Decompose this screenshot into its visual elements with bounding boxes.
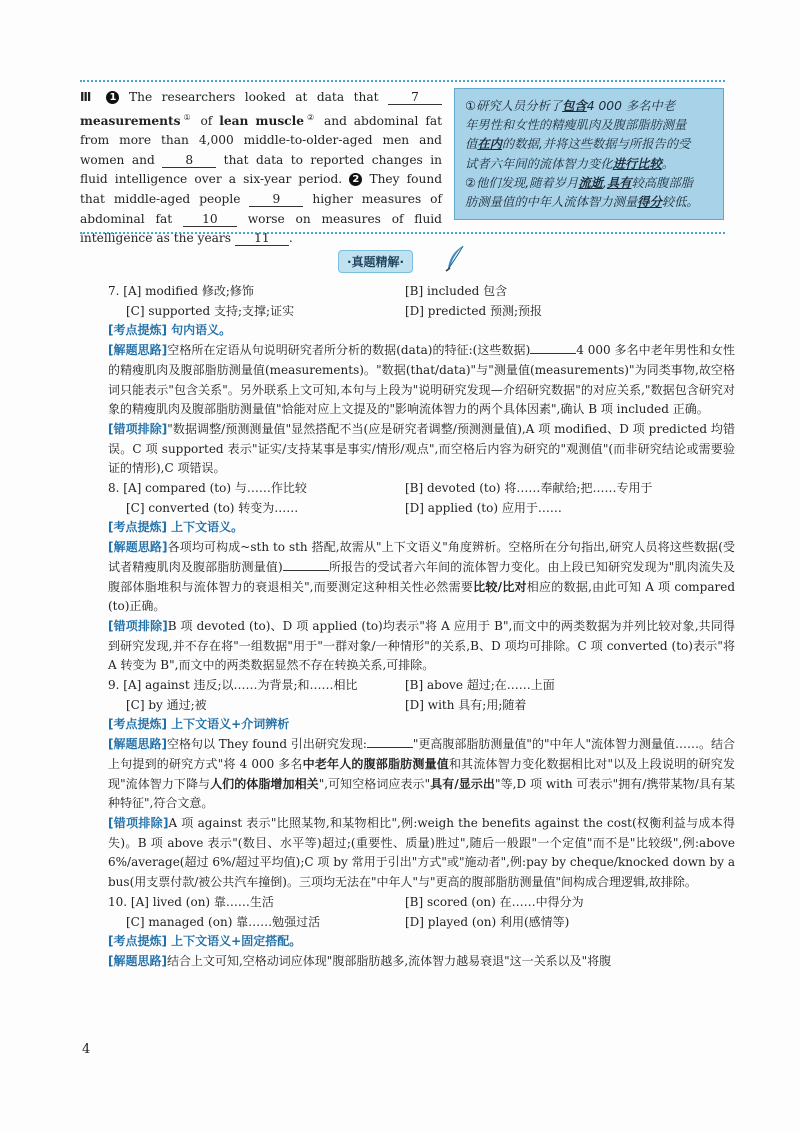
q9-key-point: [考点提炼] 上下文语义+介词辨析 xyxy=(108,717,290,732)
bottom-dotted-rule xyxy=(80,232,725,234)
roman-numeral: Ⅲ xyxy=(80,90,97,104)
section-header xyxy=(338,250,462,272)
page-number: 4 xyxy=(82,1042,91,1057)
q9-wrong-options: [错项排除]A 项 against 表示"比照某物,和某物相比",例:weigh the benefits against the cost(权衡利益与成本得失)。B 项 above 表示"(数目、水平等)超过;(重要性、质量)胜过",随后一般跟"一个定值"而不是"比较级",例:above 6%/average(超过 6%/超过平均值);C 项 by 常用于引出"方式"或"施动者",例:pay by cheque/knocked down by a bus(用支票付款/被公共汽车撞倒)。三项均无法在"中年人"与"更高的腹部脂肪测量值"间构成合理逻辑,故排除。 xyxy=(108,815,735,890)
q7-wrong-options: [错项排除]"数据调整/预测测量值"显然搭配不当(应是研究者调整/预测测量值),A 项 modified、D 项 predicted 均错误。C 项 supported 表示"证实/支持某事是事实/情形/观点",而空格后内容为研究的"观测值"(而非研究结论或需要验证的情形),C 项错误。 xyxy=(108,421,735,476)
q7-key-point: [考点提炼] 句内语义。 xyxy=(108,323,232,338)
blank-10: 10 xyxy=(183,212,237,227)
q8-key-point: [考点提炼] 上下文语义。 xyxy=(108,520,244,535)
blank-8: 8 xyxy=(162,153,216,168)
translation-note: ①研究人员分析了包含4 000 多名中老 年男性和女性的精瘦肌肉及腹部脂肪测量 值在内的数据,并将这些数据与所报告的受 试者六年间的流体智力变化进行比较。 ②他们发现,随着岁月流逝,具有较高腹部脂 肪测量值的中年人流体智力测量得分较低。 xyxy=(454,88,724,220)
q8-options-row-2: [C] converted (to) 转变为…… [D] applied (to) 应用于…… xyxy=(126,500,562,515)
blank-9: 9 xyxy=(249,192,303,207)
q8-wrong-options: [错项排除]B 项 devoted (to)、D 项 applied (to)均表示"将 A 应用于 B",而文中的两类数据为并列比较对象,共同得到研究发现,并不存在将"一组数据"用于"一群对象/一种情形"的关系,B、D 项均可排除。C 项 converted (to)表示"将 A 转变为 B",而文中的两类数据显然不存在转换关系,可排除。 xyxy=(108,618,735,673)
q9-options-row-2: [C] by 通过;被 [D] with 具有;用;随着 xyxy=(126,697,527,712)
blank-7: 7 xyxy=(388,90,442,105)
blank-11: 11 xyxy=(235,231,289,246)
q10-key-point: [考点提炼] 上下文语义+固定搭配。 xyxy=(108,934,302,949)
sentence-marker-1: 1 xyxy=(106,91,119,104)
q7-options-row-1: 7. [A] modified 修改;修饰 [B] included 包含 xyxy=(108,284,508,298)
passage-text: Ⅲ 1 The researchers looked at data that 7 measurements① of lean muscle② and abdominal fat from more than 4,000 middle-to-older-aged men and women and 8 that data to reported changes in fluid intelligence over a six-year period. 2 They found that middle-aged people 9 higher measures of abdominal fat 10 worse on measures of fluid intelligence as the years 11 . xyxy=(80,90,443,246)
sentence-marker-2: 2 xyxy=(349,173,362,186)
top-dotted-rule xyxy=(80,80,725,82)
q10-options-row-2: [C] managed (on) 靠……勉强过活 [D] played (on) 利用(感情等) xyxy=(126,914,570,929)
q8-solution: [解题思路]各项均可构成~sth to sth 搭配,故需从"上下文语义"角度辨析。空格所在分句指出,研究人员将这些数据(受试者精瘦肌肉及腹部脂肪测量值) 所报告的受试者六年间的流体智力变化。由上段已知研究发现为"肌肉流失及腹部体脂堆积与流体智力的衰退相关",而要测定这种相关性必然需要比较/比对相应的数据,由此可知 A 项 compared (to)正确。 xyxy=(108,540,736,614)
q8-options-row-1: 8. [A] compared (to) 与……作比较 [B] devoted (to) 将……奉献给;把……专用于 xyxy=(108,481,653,496)
explanation-content xyxy=(80,282,735,972)
q7-solution: [解题思路]空格所在定语从句说明研究者所分析的数据(data)的特征:(这些数据) 4 000 多名中老年男性和女性的精瘦肌肉及腹部脂肪测量值(measurements)。"数据(that/data)"与"测量值(measurements)"为同类事物,故空格词只能表示"包含关系"。另外联系上文可知,本句与上段为"说明研究发现—介绍研究数据"的对应关系,"数据包含研究对象的精瘦肌肉及腹部脂肪测量值"恰能对应上文提及的"影响流体智力的两个具体因素",确认 B 项 included 正确。 xyxy=(108,343,736,417)
feather-pen-icon xyxy=(443,244,467,274)
q10-options-row-1: 10. [A] lived (on) 靠……生活 [B] scored (on) 在……中得分为 xyxy=(108,894,584,909)
q10-solution: [解题思路]结合上文可知,空格动词应体现"腹部脂肪越多,流体智力越易衰退"这一关系以及"将腹 xyxy=(108,953,612,968)
q9-options-row-1: 9. [A] against 违反;以……为背景;和……相比 [B] above 超过;在……上面 xyxy=(108,678,555,693)
section-title: ·真题精解· xyxy=(338,250,413,273)
q9-solution: [解题思路]空格句以 They found 引出研究发现: "更高腹部脂肪测量值"的"中年人"流体智力测量值……。结合上句提到的研究方式"将 4 000 多名中老年人的腹部脂肪测量值和其流体智力变化数据相比对"以及上段说明的研究发现"流体智力下降与人们的体脂增加相关",可知空格词应表示"具有/显示出"等,D 项 with 可表示"拥有/携带某物/具有某种特征",符合文意。 xyxy=(108,737,735,811)
q7-options-row-2: [C] supported 支持;支撑;证实 [D] predicted 预测;预报 xyxy=(126,303,543,318)
